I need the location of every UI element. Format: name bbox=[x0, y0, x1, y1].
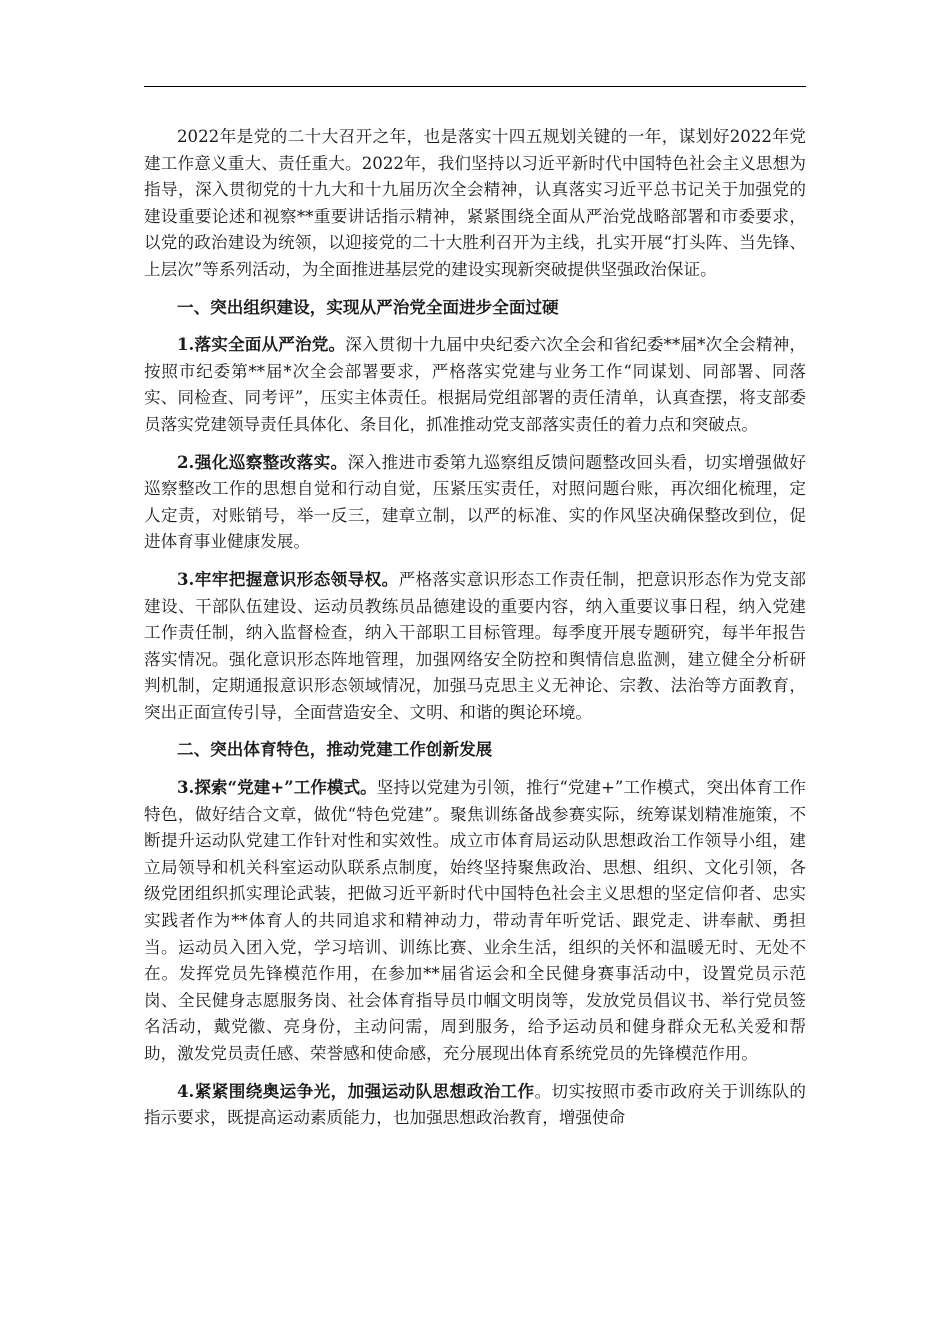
item-paragraph bbox=[144, 566, 806, 727]
item-text: 严格落实意识形态工作责任制，把意识形态作为党支部建设、干部队伍建设、运动员教练员品德建设的重要内容，纳入重要议事日程，纳入党建工作责任制，纳入监督检查，纳入干部职工目标管理。每季度开展专题研究，每半年报告落实情况。强化意识形态阵地管理，加强网络安全防控和舆情信息监测，建立健全分析研判机制，定期通报意识形态领域情况，加强马克思主义无神论、宗教、法治等方面教育，突出正面宣传引导，全面营造安全、文明、和谐的舆论环境。 bbox=[144, 569, 807, 722]
section-heading-2: 二、突出体育特色，推动党建工作创新发展 bbox=[177, 739, 493, 760]
item-text: 坚持以党建为引领，推行“党建+”工作模式，突出体育工作特色，做好结合文章，做优“特色党建”。聚焦训练备战参赛实际，统筹谋划精准施策，不断提升运动队党建工作针对性和实效性。成立市体育局运动队思想政治工作领导小组，建立局领导和机关科室运动队联系点制度，始终坚持聚焦政治、思想、组织、文化引领，各级党团组织抓实理论武装，把做习近平新时代中国特色社会主义思想的坚定信仰者、忠实实践者作为**体育人的共同追求和精神动力，带动青年听党话、跟党走、讲奉献、勇担当。运动员入团入党，学习培训、训练比赛、业余生活，组织的关怀和温暖无时、无处不在。发挥党员先锋模范作用，在参加**届省运会和全民健身赛事活动中，设置党员示范岗、全民健身志愿服务岗、社会体育指导员巾帼文明岗等，发放党员倡议书、举行党员签名活动，戴党徽、亮身份，主动问需，周到服务，给予运动员和健身群众无私关爱和帮助，激发党员责任感、荣誉感和使命感，充分展现出体育系统党员的先锋模范作用。 bbox=[144, 778, 806, 1063]
item-title: 2.强化巡察整改落实。 bbox=[177, 451, 348, 472]
item-title: 1.落实全面从严治党。 bbox=[177, 334, 346, 355]
item-title: 4.紧紧围绕奥运争光，加强运动队思想政治工作 bbox=[177, 1080, 535, 1101]
header-rule bbox=[144, 86, 806, 87]
section-heading-1: 一、突出组织建设，实现从严治党全面进步全面过硬 bbox=[177, 296, 559, 317]
item-title: 3.探索“党建+”工作模式。 bbox=[177, 777, 377, 798]
item-paragraph bbox=[144, 449, 806, 556]
item-paragraph bbox=[144, 1078, 806, 1132]
item-text: 深入贯彻十九届中央纪委六次全会和省纪委**届*次全会精神，按照市纪委第**届*次全会部署要求，严格落实党建与业务工作“同谋划、同部署、同落实、同检查、同考评”，压实主体责任。根据局党组部署的责任清单，认真查摆，将支部委员落实党建领导责任具体化、条目化，抓准推动党支部落实责任的着力点和突破点。 bbox=[144, 335, 807, 434]
item-paragraph bbox=[144, 774, 806, 1068]
document-body bbox=[144, 124, 806, 1142]
item-paragraph bbox=[144, 331, 806, 438]
item-text: 。切实按照市委市政府关于训练队的指示要求，既提高运动素质能力，也加强思想政治教育，增强使命 bbox=[144, 1081, 807, 1128]
intro-paragraph: 2022年是党的二十大召开之年，也是落实十四五规划关键的一年，谋划好2022年党建工作意义重大、责任重大。2022年，我们坚持以习近平新时代中国特色社会主义思想为指导，深入贯彻党的十九大和十九届历次全会精神，认真落实习近平总书记关于加强党的建设重要论述和视察**重要讲话指示精神，紧紧围绕全面从严治党战略部署和市委要求，以党的政治建设为统领，以迎接党的二十大胜利召开为主线，扎实开展“打头阵、当先锋、上层次”等系列活动，为全面推进基层党的建设实现新突破提供坚强政治保证。 bbox=[144, 127, 806, 279]
item-text: 深入推进市委第九巡察组反馈问题整改回头看，切实增强做好巡察整改工作的思想自觉和行动自觉，压紧压实责任，对照问题台账，再次细化梳理，定人定责，对账销号，举一反三，建章立制，以严的标准、实的作风坚决确保整改到位，促进体育事业健康发展。 bbox=[144, 452, 806, 552]
item-title: 3.牢牢把握意识形态领导权。 bbox=[177, 568, 399, 589]
